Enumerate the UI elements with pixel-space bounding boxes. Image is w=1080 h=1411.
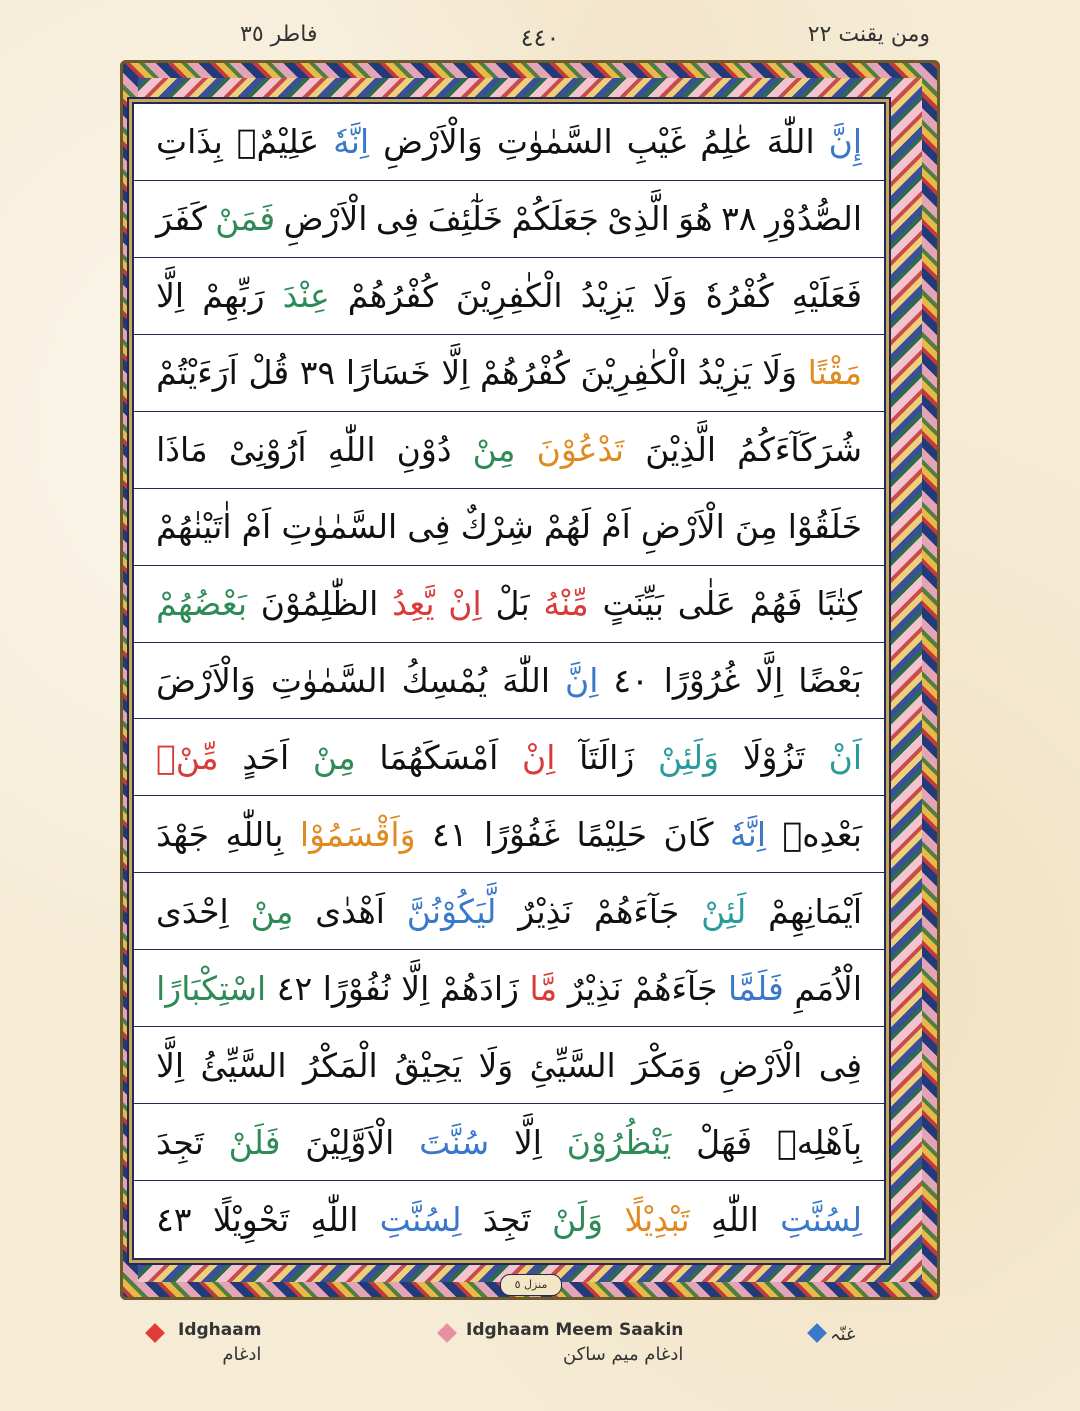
text-line (134, 566, 884, 643)
quran-word: جَآءَهُمْ (632, 968, 718, 1008)
quran-word: مَقْتًا (807, 353, 862, 393)
quran-word: يَزِيْدُ (697, 353, 752, 393)
quran-word: عٰلِمُ (700, 122, 753, 162)
quran-word: كَانَ (663, 814, 714, 854)
quran-word: وَلَا (478, 1045, 514, 1085)
quran-word: جَعَلَكُمْ (511, 199, 599, 239)
quran-word: اسْتِكْبَارًا (156, 968, 267, 1008)
legend-ghunna (830, 1320, 855, 1345)
ghunna-diamond-icon (807, 1323, 827, 1343)
quran-text-panel (132, 102, 886, 1260)
quran-word: فَمَنْ (215, 199, 276, 239)
quran-word: تَجِدَ (156, 1122, 204, 1162)
manzil-badge: منزل ٥ (500, 1274, 562, 1296)
quran-word: جَآءَهُمْ (593, 891, 680, 931)
surah-label: فاطر ٣٥ (240, 22, 318, 47)
text-line (134, 489, 884, 566)
quran-word: كِتٰبًا (816, 584, 862, 624)
quran-word: وَاَقْسَمُوْا (299, 814, 416, 854)
quran-word: وَلَنْ (551, 1200, 604, 1240)
quran-word: الْاَرْضِ (718, 1045, 803, 1085)
quran-word: نَذِيْرٌ (518, 891, 573, 931)
text-line (134, 181, 884, 258)
quran-word: اللّٰهِ (327, 430, 376, 470)
quran-word: اِنَّ (564, 660, 599, 700)
quran-word: اللّٰهِ (711, 1200, 759, 1240)
quran-word: اِنَّهٗ (333, 122, 370, 162)
quran-word: تَزُوْلَا (742, 737, 805, 777)
text-line (134, 873, 884, 950)
quran-word: سُنَّتَ (419, 1122, 490, 1162)
idghaam-meem-diamond-icon (437, 1323, 457, 1343)
quran-word: اَرَءَيْتُمْ (156, 353, 238, 393)
legend-idghaam (178, 1320, 261, 1365)
quran-word: اللّٰهَ (766, 122, 815, 162)
quran-word: الْاُمَمِ (794, 968, 862, 1008)
quran-word: تَبْدِيْلًا (624, 1200, 690, 1240)
quran-word: مِنَ (734, 507, 778, 547)
quran-word: تَحْوِيْلًا (212, 1200, 290, 1240)
quran-word: تَجِدَ (482, 1200, 531, 1240)
quran-word: غُرُوْرًا (663, 660, 741, 700)
quran-word: ٣٩ (299, 353, 336, 393)
quran-word: يَنْظُرُوْنَ (566, 1122, 672, 1162)
quran-word: السَّيِّئُ (200, 1045, 287, 1085)
quran-word: مِنْ (312, 737, 356, 777)
quran-word: غَفُوْرًا (483, 814, 561, 854)
quran-word: السَّمٰوٰتِ (281, 507, 398, 547)
quran-word: اِنَّهٗ (729, 814, 766, 854)
quran-word: الظّٰلِمُوْنَ (260, 584, 379, 624)
quran-word: كَفَرَ (156, 199, 207, 239)
quran-word: خَسَارًا (345, 353, 431, 393)
quran-word: اِلَّا (156, 276, 185, 316)
quran-word: ٤١ (432, 814, 468, 854)
quran-word: شِرْكٌ (460, 507, 534, 547)
quran-word: قُلْ (248, 353, 290, 393)
quran-word: كُفْرُهُمْ (479, 353, 570, 393)
quran-word: يَّعِدُ (392, 584, 435, 624)
quran-word: اَرُوْنِىْ (228, 430, 307, 470)
quran-word: الْاَرْضِ (283, 199, 368, 239)
quran-word: شُرَكَآءَكُمُ (737, 430, 862, 470)
quran-word: مَّا (529, 968, 558, 1008)
quran-word: فَعَلَيْهِ (791, 276, 862, 316)
quran-word: هُوَ (678, 199, 713, 239)
text-line (134, 1027, 884, 1104)
text-line (134, 950, 884, 1027)
idghaam-diamond-icon (145, 1323, 165, 1343)
quran-word: اٰتَيْنٰهُمْ (156, 507, 232, 547)
quran-word: اِلَّا (513, 1122, 542, 1162)
quran-word: اَمْ (241, 507, 272, 547)
quran-word: ٤٢ (276, 968, 313, 1008)
quran-word: وَلَا (652, 276, 688, 316)
quran-word: خَلٰٓئِفَ (427, 199, 504, 239)
quran-word: ٤٣ (156, 1200, 192, 1240)
quran-word: حَلِيْمًا (576, 814, 647, 854)
quran-word: بِاللّٰهِ (225, 814, 284, 854)
quran-word: بَيِّنَتٍ (602, 584, 664, 624)
legend-ghunna-ar: غنّہ (830, 1324, 856, 1345)
quran-word: اَحَدٍ (242, 737, 290, 777)
quran-word: إِنَّ (828, 122, 862, 162)
quran-word: دُوْنِ (396, 430, 452, 470)
quran-word: اللّٰهِ (310, 1200, 359, 1240)
quran-word: فَهُمْ (749, 584, 803, 624)
text-line (134, 258, 884, 335)
legend-idghaam-ar: ادغام (222, 1344, 262, 1365)
text-line (134, 796, 884, 873)
quran-word: وَالْاَرْضَ (156, 660, 256, 700)
quran-word: فَلَنْ (228, 1122, 281, 1162)
quran-word: كُفْرُهُمْ (347, 276, 438, 316)
text-line (134, 104, 884, 181)
legend-idghaam-meem-en: Idghaam Meem Saakin (466, 1320, 684, 1340)
quran-word: كُفْرُهٗ (705, 276, 774, 316)
quran-word: اِلَّا (156, 1045, 185, 1085)
quran-word: اِلَّا (441, 353, 470, 393)
quran-word: اَيْمَانِهِمْ (768, 891, 862, 931)
quran-word: بِذَاتِ (156, 122, 223, 162)
quran-word: لِسُنَّتِ (379, 1200, 462, 1240)
juz-label: ومن يقنت ٢٢ (807, 22, 930, 47)
quran-word: الَّذِيْنَ (645, 430, 717, 470)
quran-word: وَالْاَرْضِ (383, 122, 483, 162)
quran-word: الْاَرْضِ (640, 507, 725, 547)
quran-word: وَلَا (762, 353, 798, 393)
quran-word: لَهُمْ (543, 507, 592, 547)
quran-word: السَّمٰوٰتِ (270, 660, 387, 700)
quran-word: تَدْعُوْنَ (536, 430, 625, 470)
quran-word: زَالَتَآ (579, 737, 635, 777)
quran-word: اَمْسَكَهُمَا (379, 737, 499, 777)
quran-word: نُفُوْرًا (322, 968, 391, 1008)
legend-idghaam-meem-ar: ادغام میم ساکن (562, 1344, 684, 1365)
quran-word: الْاَوَّلِيْنَ (305, 1122, 395, 1162)
tajweed-legend (0, 1316, 1080, 1411)
quran-word: بَعْدِهٖ (782, 814, 862, 854)
quran-word: عِنْدَ (282, 276, 330, 316)
quran-word: فَهَلْ (696, 1122, 753, 1162)
text-line (134, 1181, 884, 1258)
page-header (0, 0, 1080, 60)
quran-word: فِى (407, 507, 451, 547)
quran-word: الصُّدُوْرِ (764, 199, 862, 239)
quran-word: اِلَّا (755, 660, 784, 700)
quran-word: جَهْدَ (156, 814, 210, 854)
legend-idghaam-en: Idghaam (178, 1320, 262, 1340)
quran-word: فِى (818, 1045, 862, 1085)
quran-word: ٣٨ (721, 199, 757, 239)
quran-word: لَّيَكُوْنُنَّ (406, 891, 497, 931)
text-line (134, 412, 884, 489)
page-number: ٤٤٠ (520, 24, 560, 52)
quran-word: لَئِنْ (701, 891, 747, 931)
quran-word: اَهْدٰى (315, 891, 385, 931)
quran-word: بَلْ (495, 584, 530, 624)
quran-word: فَلَمَّا (728, 968, 784, 1008)
quran-word: مَاذَا (156, 430, 208, 470)
quran-word: مِّنْهُ (543, 584, 589, 624)
quran-word: الْمَكْرُ (302, 1045, 378, 1085)
quran-word: اِحْدَى (156, 891, 229, 931)
quran-word: يَزِيْدُ (580, 276, 635, 316)
quran-word: السَّمٰوٰتِ (496, 122, 613, 162)
quran-word: عَلٰى (677, 584, 736, 624)
quran-word: مِنْ (250, 891, 294, 931)
quran-word: وَلَئِنْ (657, 737, 720, 777)
quran-word: خَلَقُوْا (787, 507, 862, 547)
quran-word: وَمَكْرَ (632, 1045, 703, 1085)
quran-word: عَلِيْمٌۢ (236, 122, 320, 162)
quran-word: فِى (375, 199, 420, 239)
quran-word: زَادَهُمْ (439, 968, 519, 1008)
quran-word: اِلَّا (401, 968, 430, 1008)
quran-word: مِّنْۢ (156, 737, 219, 777)
quran-word: نَذِيْرٌ (567, 968, 622, 1008)
quran-word: الْكٰفِرِيْنَ (580, 353, 688, 393)
quran-word: غَيْبِ (626, 122, 687, 162)
quran-word: الَّذِىْ (607, 199, 670, 239)
quran-word: رَبِّهِمْ (202, 276, 265, 316)
quran-word: اِنْ (448, 584, 482, 624)
quran-word: الْكٰفِرِيْنَ (455, 276, 563, 316)
quran-word: اَنْ (828, 737, 862, 777)
text-line (134, 719, 884, 796)
quran-word: بَعْضًا (798, 660, 862, 700)
text-line (134, 335, 884, 412)
quran-word: لِسُنَّتِ (780, 1200, 862, 1240)
quran-word: بَعْضُهُمْ (156, 584, 248, 624)
quran-word: بِاَهْلِهٖ (776, 1122, 862, 1162)
text-line (134, 1104, 884, 1181)
quran-word: السَّيِّئِ (529, 1045, 616, 1085)
legend-idghaam-meem (466, 1320, 683, 1365)
quran-word: اللّٰهَ (502, 660, 550, 700)
quran-word: مِنْ (472, 430, 516, 470)
text-line (134, 643, 884, 720)
quran-word: يَحِيْقُ (394, 1045, 463, 1085)
quran-word: ٤٠ (613, 660, 649, 700)
quran-word: اِنْ (521, 737, 556, 777)
quran-word: اَمْ (601, 507, 631, 547)
quran-word: يُمْسِكُ (401, 660, 488, 700)
